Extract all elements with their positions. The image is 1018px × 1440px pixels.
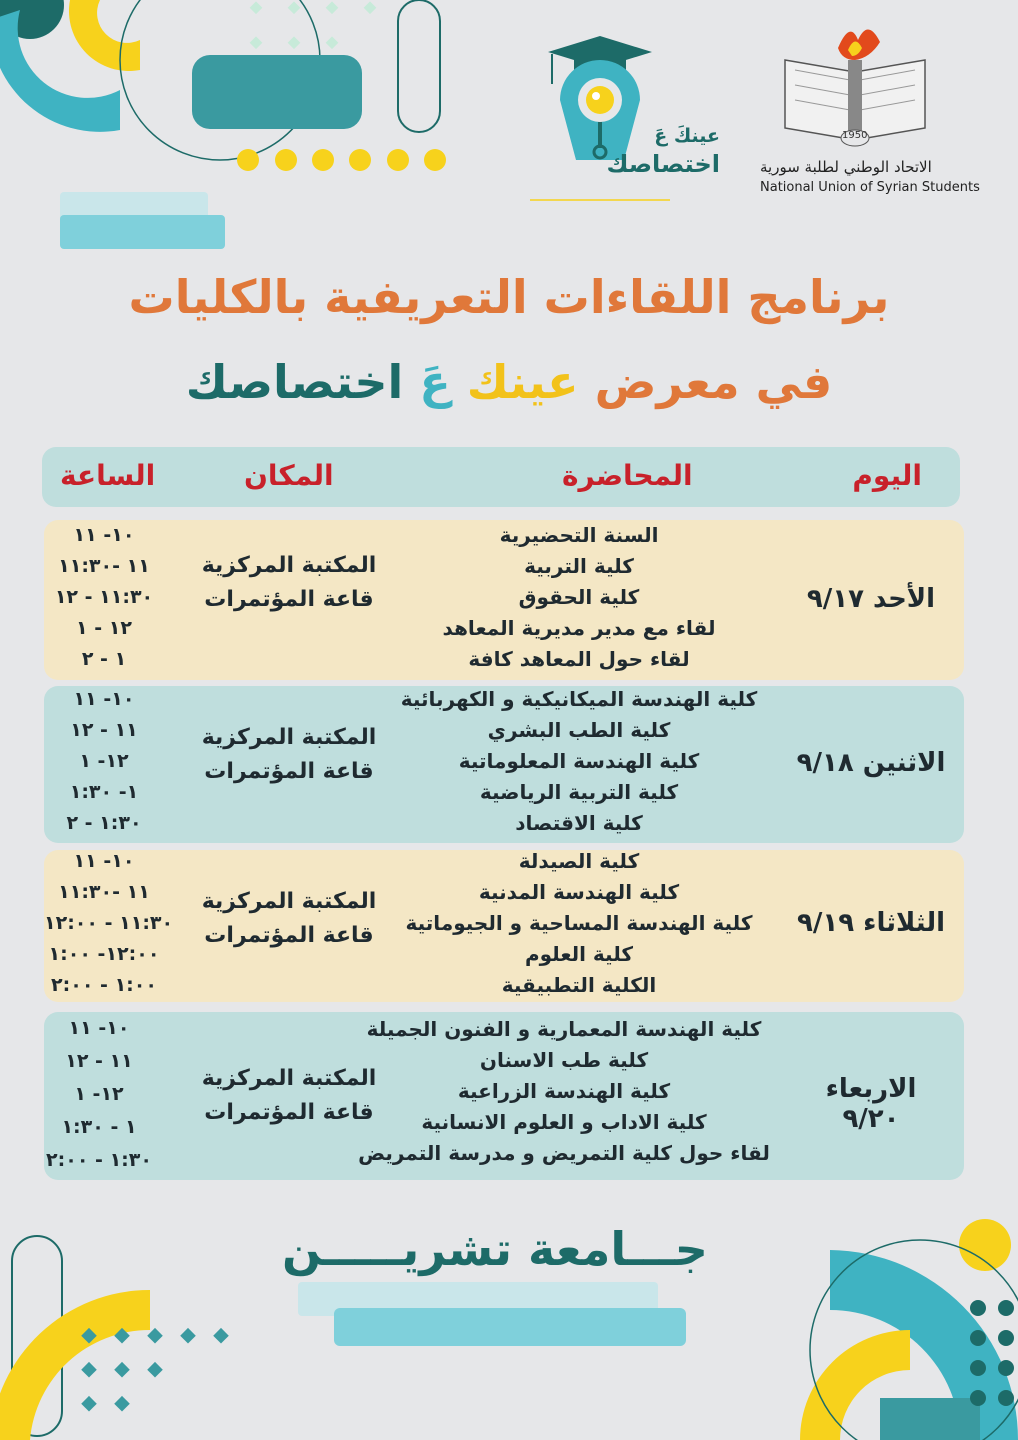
subtitle-part4: اختصاصك [185,355,404,409]
page-title: برنامج اللقاءات التعريفية بالكليات [128,270,890,324]
lecture-item: كلية التربية الرياضية [479,780,679,804]
header-lecture: المحاضرة [562,459,693,492]
deco-yellow-arc [69,0,140,71]
time-item: ١١:٣٠ - ١٢ [54,586,154,608]
time-item: ١١:٣٠ - ١٢:٠٠ [44,912,174,934]
lecture-item: كلية الهندسة المدنية [478,880,680,904]
time-list [44,846,174,1001]
deco-pill-outline [398,0,440,132]
place-cell [184,549,394,617]
deco-teal-block [192,55,362,129]
time-item: ١١ - ١٢ [70,719,138,741]
header-time: الساعة [60,459,156,492]
place-cell [184,1062,394,1130]
place-line: المكتبة المركزية [201,889,377,914]
lecture-item: السنة التحضيرية [499,523,659,547]
lecture-list [344,846,814,1001]
time-item: ١٢- ١ [74,1083,124,1105]
lecture-item: كلية الطب البشري [487,718,671,742]
time-item: ١ - ١:٣٠ [61,1116,137,1138]
deco-teal-block-br [880,1398,980,1440]
subtitle-part1: في معرض [594,355,833,409]
place-line: قاعة المؤتمرات [204,587,374,612]
lecture-item: كلية الهندسة الزراعية [457,1079,671,1103]
time-item: ١:٣٠ - ٢:٠٠ [46,1149,152,1171]
time-item: ١٢- ١ [79,750,129,772]
time-list [44,684,164,839]
deco-yellow-arc-bottom [0,1290,150,1440]
header-day: اليوم [852,459,922,492]
lecture-list [344,520,814,675]
table-row [44,686,964,843]
time-item: ١٠- ١١ [68,1017,130,1039]
time-item: ١٠- ١١ [73,688,135,710]
place-cell [184,885,394,953]
page-subtitle [0,355,1018,409]
time-item: ١ - ٢ [81,648,127,670]
header-place: المكان [244,459,334,492]
time-item: ١- ١:٣٠ [69,781,139,803]
table-row [44,1012,964,1180]
lecture-item: كلية الصيدلة [518,849,640,873]
time-item: ١١ -١١:٣٠ [58,881,150,903]
deco-yellow-circle [959,1219,1011,1271]
table-row [44,520,964,680]
university-name: جـــامعة تشريـــــن [282,1222,708,1276]
time-item: ١١ - ١٢ [65,1050,133,1072]
time-item: ١٢ - ١ [76,617,132,639]
place-line: المكتبة المركزية [201,725,377,750]
nuss-logo-name-ar: الاتحاد الوطني لطلبة سورية [760,158,932,176]
lecture-item: لقاء حول كلية التمريض و مدرسة التمريض [358,1141,770,1165]
time-item: ١١ -١١:٣٠ [58,555,150,577]
subtitle-part2: عينك [466,355,579,409]
lecture-item: كلية الهندسة المعلوماتية [458,749,700,773]
deco-teal-bar [60,215,225,249]
nuss-logo-icon [785,29,925,146]
lecture-item: كلية الهندسة المساحية و الجيوماتية [405,911,753,935]
place-line: قاعة المؤتمرات [204,759,374,784]
lecture-list [344,684,814,839]
nuss-logo-year: 1950 [842,130,868,141]
table-row [44,850,964,1002]
time-item: ١:٣٠ - ٢ [66,812,142,834]
nuss-logo-name-en: National Union of Syrian Students [760,180,980,195]
ayonak-logo-line2: اختصاصك [606,150,720,178]
place-cell [184,721,394,789]
place-line: قاعة المؤتمرات [204,1100,374,1125]
table-header [42,447,960,507]
lecture-item: لقاء مع مدير مديرية المعاهد [442,616,716,640]
deco-yellow-dots [237,149,446,171]
time-item: ١٠- ١١ [73,850,135,872]
lecture-item: كلية الهندسة الميكانيكية و الكهربائية [400,687,758,711]
lecture-item: كلية الهندسة المعمارية و الفنون الجميلة [366,1017,762,1041]
day-label: الأحد ٩/١٧ [806,584,936,614]
lecture-item: كلية الاداب و العلوم الانسانية [421,1110,707,1134]
lecture-item: كلية التربية [524,554,634,578]
time-item: ١٢:٠٠- ١:٠٠ [48,943,160,965]
day-label: الاربعاء ٩/٢٠ [825,1074,917,1134]
day-label: الثلاثاء ٩/١٩ [796,908,945,938]
subtitle-part3: عَ [419,355,451,409]
time-list [44,520,164,675]
time-item: ١٠- ١١ [73,524,135,546]
deco-footer-teal-bar [334,1308,686,1346]
day-label: الاثنين ٩/١٨ [796,748,946,778]
lecture-item: كلية طب الاسنان [479,1048,649,1072]
ayonak-logo-line1: عينكَ عَ [654,125,720,147]
place-line: قاعة المؤتمرات [204,923,374,948]
time-list [44,1012,154,1177]
place-line: المكتبة المركزية [201,1066,377,1091]
deco-diamond-grid [81,1328,229,1412]
lecture-item: الكلية التطبيقية [501,973,657,997]
time-item: ١:٠٠ - ٢:٠٠ [51,974,157,996]
lecture-item: كلية الحقوق [518,585,640,609]
lecture-item: كلية الاقتصاد [515,811,643,835]
place-line: المكتبة المركزية [201,553,377,578]
lecture-item: كلية العلوم [524,942,634,966]
lecture-item: لقاء حول المعاهد كافة [468,647,690,671]
